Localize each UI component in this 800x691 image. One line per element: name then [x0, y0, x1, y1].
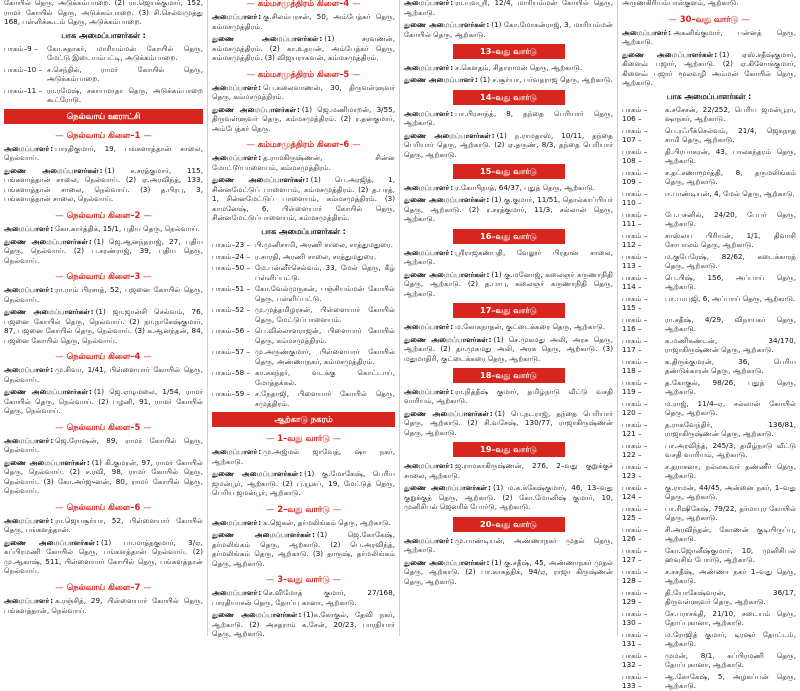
entry-label: அமைப்பாளர் : [4, 285, 55, 294]
column-4 [618, 0, 800, 691]
booth-row [622, 378, 796, 397]
entry-text: கோயில் தெரு, அடுக்கம்பாறை. (2) ரா.ஜெயக்குமார், 152, ராமர் கோயில் தெரு, அடுக்கம்பாறை. (3) சி.செல்வமுத்து 168, பள்ளிக்கூடம் தெரு, அடுக்கம்பாறை. [4, 0, 203, 26]
entry-text: ஜெ.ரோஷன், 89, ராமர் கோயில் தெரு, நெல்வாய். [4, 435, 203, 455]
entry-label: அமைப்பாளர் : [4, 224, 55, 233]
entry-label: துணை அமைப்பாளர்கள் : [212, 469, 304, 478]
booth-number: பாகம் – 127 – [622, 546, 662, 565]
booth-number: பாகம் – 119 – [622, 378, 662, 397]
booth-address: த.கோகுல், 98/26, புதுத் தெரு, ஆற்காடு. [665, 377, 796, 397]
booth-address: சாஸ்லய பிரியன், 1/1, திவாசி சோபாலம் தெரு, ஆற்காடு. [665, 230, 796, 250]
ward-title: 14–வது வார்டு [453, 90, 565, 105]
entry-text: பெ.கலைவாணன், 30, திருவள்ளுவர் தெரு, கம்மசமுத்திரம். [212, 82, 395, 102]
booth-heading: பாக அமைப்பாளர்கள் : [261, 226, 346, 236]
booth-heading: பாக அமைப்பாளர்கள் : [666, 91, 752, 101]
entry [404, 536, 613, 555]
entry [4, 224, 203, 234]
booth-number: பாகம்–11 – [4, 86, 44, 105]
entry [404, 0, 613, 17]
ward-title: 19–வது வார்டு [453, 442, 565, 457]
entry-text: ரா.நித்தீஷ் குமார், தமிழ்நாடு வீட்டு வசதி வாரியம், ஆற்காடு. [404, 386, 613, 406]
booth-number: பாகம் – 118 – [622, 357, 662, 376]
booth-address: ச.செந்தில், ராமர் கோயில் தெரு, அடுக்கம்பாறை. [47, 64, 203, 84]
entry [404, 131, 613, 160]
entry-label: அமைப்பாளர் : [212, 12, 263, 21]
booth-row [622, 567, 796, 586]
entry [404, 63, 613, 73]
booth-number: பாகம் – 112 – [622, 231, 662, 250]
entry [404, 335, 613, 364]
booth-row [622, 525, 796, 544]
booth-address: பா.ரிஷிகேஷ், 79/22, தர்மாபுர கோயில் தெரு, ஆற்காடு. [665, 503, 796, 523]
entry-text: பாரதிகுமார், 19, பங்களாத்தான் சாலை, நெல்வாய். [4, 143, 203, 163]
ward-title: 15–வது வார்டு [453, 164, 565, 179]
entry [4, 538, 203, 576]
booth-number: பாகம்–9 – [4, 44, 44, 63]
booth-row [622, 126, 796, 145]
booth-row [622, 630, 796, 649]
entry-label: துணை அமைப்பாளர்கள் : [212, 610, 303, 619]
entry-text: ஸ்ரீராஜகணபதி, வேலூர் பிரதான சாலை, ஆற்காடு. [404, 247, 613, 267]
entry [404, 270, 613, 299]
booth-row [212, 389, 395, 408]
entry-label: துணை அமைப்பாளர்கள் : [404, 195, 491, 204]
booth-number: பாகம் – 117 – [622, 336, 662, 355]
entry [404, 322, 613, 332]
booth-row [622, 672, 796, 691]
booth-address: சி.அரவிந்தன், கோணன் குடியிருப்பு, ஆற்காடு. [665, 524, 796, 544]
entry-text: (1) ஜா.ஜான்சி செல்வம், 76, பஜனை கோயில் தெரு, நெல்வாய். (2) நா.நாகேஷ்குமார், 87, பஜனை கோயில் தெரு, நெல்வாய். (3) க.ஆனந்தன், 84, பஜனை கோயில் தெரு, நெல்வாய். [4, 307, 203, 345]
entry-text: (1)க.கோகுல், தேவி நகர், ஆற்காடு. (2) அசதராம் க.சேன், 20/23, பாரதியார் தெரு, ஆற்காடு. [212, 610, 395, 639]
booth-number: பாகம் – 129 – [622, 588, 662, 607]
entry-label: துணை அமைப்பாளர்கள் : [622, 50, 719, 59]
entry-label: அமைப்பாளர் : [404, 461, 455, 470]
booth-number: பாகம்–52 – [212, 305, 252, 324]
entry-label: துணை அமைப்பாளர்கள் : [4, 166, 105, 175]
entry [212, 518, 395, 528]
entry-text: மு.பாண்டியன், அண்ணாநகர் முதல் தெரு, ஆற்காடு. [404, 535, 613, 555]
entry-text: (1) ஜெ.ஏழுமலை, 1/54, ராமர் கோயில் தெரு, நெல்வாய். (2) பழனி, 91, ராமர் கோயில் தெரு, நெல்வாய். [4, 387, 203, 416]
entry-label: அமைப்பாளர் : [622, 28, 673, 37]
booth-row [622, 462, 796, 481]
entry [212, 469, 395, 498]
entry-text: (1) சரவணன், கம்மசமுத்திரம். (2) கா.உதயன், அம்பேத்கர் தெரு, கம்மசமுத்திரம். (3) விஜயராகவன், கம்மசமுத்திரம். [212, 34, 395, 63]
entry [404, 109, 613, 128]
booth-address: தி.பிரபாகரன், 43, பாலகந்தரம் தெரு, ஆற்காடு. [665, 146, 796, 166]
booth-row [622, 504, 796, 523]
entry-label: துணை அமைப்பாளர்கள் : [212, 530, 317, 539]
entry-label: அமைப்பாளர் : [212, 447, 263, 456]
entry [404, 483, 613, 512]
booth-row [212, 263, 395, 282]
entry-text: (1) கு.மனோஜ், கலைஞர் கருணாநிதி தெரு, ஆற்காடு. (2) த.பாபு, கலைஞர் கருணாநிதி தெரு, ஆற்காடு. [404, 269, 613, 298]
entry-label: துணை அமைப்பாளர்கள் : [404, 335, 494, 344]
entry-text: (1) ஜெ.மணிமாறன், 3/55, திருவள்ளுவர் தெரு, கம்மசமுத்திரம். (2) ர.தனகுமார், அம்பேத்கர் தெரு. [212, 104, 395, 133]
booth-row [212, 305, 395, 324]
booth-row [622, 651, 796, 670]
booth-number: பாகம் – 121 – [622, 420, 662, 439]
booth-address: பே.பசனில், 24/20, பேபர் தெரு, ஆற்காடு. [665, 209, 796, 229]
entry [212, 610, 395, 639]
booth-address: ரா.சதீஷ், 4/29, விநாயகர் தெரு, ஆற்காடு. [665, 314, 796, 334]
ward-title: 17–வது வார்டு [453, 303, 565, 318]
entry [404, 461, 613, 480]
booth-row [622, 441, 796, 460]
booth-row [622, 315, 796, 334]
branch-title: — கம்மசமுத்திரம் கிளை–6 — [212, 139, 395, 150]
entry [4, 166, 203, 204]
entry-text: (1) ம.க.க்கேஷ்குமார், 46, 13–வது குறுக்குத் தெரு, ஆற்காடு. (2) கோ.மோனிஷ் குமார், 10, முனிசிபல் ஜெனரிக் போர்டு, ஆற்காடு. [404, 483, 613, 512]
entry-text: (1) பா.மாத்தகுமார், 3/ஏ, கப்பிரமணி கோயில் தெரு, பங்களத்தான் நெல்வாய். (2) மு.ஆகாஷ், 511, பிள்ளையார் கோயில் தெரு, பங்களத்தான் நெல்வாய். [4, 537, 203, 576]
entry-label: அமைப்பாளர் : [212, 83, 263, 92]
entry-label: துணை அமைப்பாளர்கள் : [4, 538, 101, 547]
entry-text: கு.சிலம்பரசன், 50, அம்பேத்கர் தெரு, கம்மசமுத்திரம். [212, 12, 395, 31]
booth-row [4, 86, 203, 105]
booth-address: பெ.பிஷ், 156, அப்பாய் தெரு, ஆற்காடு. [665, 272, 796, 292]
booth-number: பாகம்–58 – [212, 368, 252, 387]
entry-label: அமைப்பாளர் : [404, 0, 455, 7]
entry [4, 458, 203, 496]
entry [404, 20, 613, 39]
booth-number: பாகம் – 124 – [622, 483, 662, 502]
entry-text: (1) ச.சூர்யா, பர்வதராஜ தெரு, ஆற்காடு. [479, 75, 613, 85]
booth-address: கோ.ஜோனீஷ்குமார், 10, முனிசிபல் ஹவுசிங் போர்டு, ஆற்காடு. [665, 545, 796, 565]
ward-title: — 3–வது வார்டு — [212, 574, 395, 585]
entry-label: அமைப்பாளர் : [4, 596, 55, 605]
booth-number: பாகம்–10 – [4, 65, 44, 84]
entry-label: துணை அமைப்பாளர்கள் : [212, 175, 311, 184]
booth-address: மு.முத்தமிழரசன், பிள்ளையார் கோயில் தெரு, மேட்டுப்பாளையம். [255, 305, 395, 324]
booth-address: க.சசேசன், 22/252, பெரிய ஜமன்பூரா, ஷாநகர், ஆற்காடு. [665, 104, 796, 124]
branch-title: — நெல்வாய் கிளை–2 — [4, 210, 203, 221]
booth-number: பாகம் – 113 – [622, 252, 662, 271]
entry-text: மு.அஜ்மல் ஜாவேத், ஷா நகர், ஆற்காடு. [212, 447, 395, 466]
entry-label: துணை அமைப்பாளர்கள் : [404, 131, 497, 140]
booth-address: பெ.ரஃபீக்செல்வம், 21/4, ஜெகநாத சாமி தெரு, ஆற்காடு. [665, 125, 796, 145]
entry-text: ரா.ஜெயசூர்யா, 52, பிள்ளையார் கோயில் தெரு, பங்களத்தான். [4, 515, 203, 535]
booth-address: ஆ.கோகேஷ், 5, அழகப்பன் தெரு, ஆற்காடு. [665, 671, 796, 691]
entry [4, 307, 203, 345]
entry-label: அமைப்பாளர் : [404, 387, 455, 396]
booth-number: பாகம்–24 – [212, 252, 252, 262]
booth-row [622, 168, 796, 187]
booth-address: ஈ.பாண்டியன், 4, மேல் தெரு, ஆற்காடு. [665, 188, 795, 198]
booth-number: பாகம்–23 – [212, 240, 252, 250]
entry-text: (1) கு.மோகேஷ், பெரிய ஜமன்பூர், ஆற்காடு. (2) பு.யூசுப், 19, மேட்டுத் தெரு, பெரிய ஜமன்பூர், ஆற்காடு. [212, 469, 395, 498]
booth-number: பாகம்–50 – [212, 263, 252, 282]
booth-number: பாகம் – 128 – [622, 567, 662, 586]
entry-text: ரா.ராம் பிரசாத், 52, பஜனை கோயில் தெரு, நெல்வாய். [4, 285, 203, 304]
branch-title: — கம்மசமுத்திரம் கிளை–5 — [212, 69, 395, 80]
branch-title: — நெல்வாய் கிளை–7 — [4, 582, 203, 593]
booth-number: பாகம் – 133 – [622, 672, 662, 691]
booth-address: ர.சாரதி, அரணி சாலை, சாத்துமதுரை. [255, 251, 377, 261]
entry-text: (1) ந.ராமதாஸ், 10/11, தந்தை பெரியார் தெரு, ஆற்காடு. (2) ஏ.தருண், 8/3, தந்தை பெரியார் தெரு, ஆற்காடு. [404, 130, 613, 159]
booth-number: பாகம் – 114 – [622, 273, 662, 292]
booth-row [622, 105, 796, 124]
entry [212, 105, 395, 134]
booth-row [212, 252, 395, 262]
booth-row [622, 294, 796, 313]
branch-title: — நெல்வாய் கிளை–6 — [4, 502, 203, 513]
booth-address: பி.முனிசாமி, அரணி சாலை, சாத்துமதுரை. [255, 240, 394, 250]
entry-text: செ.விமோத் குமார், 27/168, பாரதியாசன் தெரு, தோப்பு கானா, ஆற்காடு. [212, 588, 395, 607]
booth-number: பாகம் – 115 – [622, 294, 662, 313]
booth-number: பாகம் – 120 – [622, 399, 662, 418]
entry-label: துணை அமைப்பாளர்கள் : [404, 558, 491, 567]
booth-number: பாகம் – 116 – [622, 315, 662, 334]
booth-row [212, 347, 395, 366]
booth-row [622, 546, 796, 565]
booth-address: முமன், 8/1, சுப்பிரமணி தெரு, தோப்புகானா, ஆற்காடு. [665, 650, 796, 670]
ward-title: — 30–வது வார்டு — [622, 14, 796, 25]
entry-label: அமைப்பாளர் : [212, 518, 263, 527]
section-band: நெல்வாய் ஊராட்சி [4, 109, 203, 124]
booth-address: ச.சசதீஷ், அண்ணா நகர் 1–வது தெரு, ஆற்காடு. [665, 566, 796, 586]
entry-text: ரா.யுவஸ்ரீ, 12/4, மாரியம்மன் கோயில் தெரு, ஆற்காடு. [404, 0, 613, 17]
branch-title: — நெல்வாய் கிளை–5 — [4, 422, 203, 433]
entry [404, 409, 613, 438]
entry-label: அமைப்பாளர் : [4, 144, 55, 153]
booth-address: ச.நேதாஜி, பிளையார் கோயில் தெரு, சமுத்திரம். [255, 389, 395, 408]
booth-number: பாகம் – 111 – [622, 210, 662, 229]
booth-row [622, 252, 796, 271]
branch-title: — கம்மசமுத்திரம் கிளை–4 — [212, 0, 395, 9]
booth-row [4, 65, 203, 84]
entry-text: பா.பிரசாந்த், 8, தந்தை பெரியார் தெரு, ஆற்காடு. [404, 108, 613, 128]
entry [404, 75, 613, 85]
booth-number: பாகம் – 130 – [622, 609, 662, 628]
booth-row [622, 609, 796, 628]
entry [4, 436, 203, 455]
booth-address: சு.மணிகண்டன், 34/170, ராஜாகிருஷ்ணன் தெரு, ஆற்காடு. [665, 335, 796, 355]
entry-text: (1) ச.சரத்குமார், 115, பங்களாத்தான் சாலை, நெல்வாய். (2) ஏ.அரவிந்த், 133, பங்களாத்தான் சாலை, நெல்வாய். (3) த.பிரபு, 3, பங்களாத்தான் சாலை, நெல்வாய். [4, 165, 203, 204]
entry [212, 34, 395, 63]
booth-row [622, 483, 796, 502]
entry-label: அமைப்பாளர் : [404, 183, 455, 192]
booth-row [622, 357, 796, 376]
booth-row [622, 231, 796, 250]
booth-address: ம.ரோஜித் குமார், டிரஷர் தோட்டம், ஆற்காடு. [665, 629, 796, 649]
entry-text: (1) கோ.மோகன்ராஜ், 3, மாரியம்மன் கோயில் தெரு, ஆற்காடு. [404, 20, 613, 39]
booth-number: பாகம் – 122 – [622, 441, 662, 460]
entry-label: துணை அமைப்பாளர்கள் : [4, 458, 92, 467]
entry [4, 285, 203, 304]
entry [212, 447, 395, 466]
booth-address: கோ.சுதாகர், மாரியம்மன் கோயில் தெரு, மேட்டு இடையம்பட்டி, அடுக்கம்பாறை. [47, 43, 203, 63]
booth-number: பாகம் – 110 – [622, 189, 662, 208]
booth-address: மே.பன்னீர்செல்வம், 33, மேல் தெரு, கீழ் பள்ளிப்பட்டு. [255, 263, 395, 282]
booth-row [622, 147, 796, 166]
entry [404, 183, 613, 193]
entry-text: அகனிங்குமார், பன்னத் தெரு, ஆற்காடு. [622, 27, 796, 47]
booth-number: பாகம் – 131 – [622, 630, 662, 649]
booth-number: பாகம் – 106 – [622, 105, 662, 124]
entry-label: துணை அமைப்பாளர்கள் : [4, 387, 94, 396]
booth-address: ரா.ரமேஷ், சகாயமாதா தெரு, அடுக்கம்பாறை கூட்ரோடு. [47, 85, 203, 105]
booth-number: பாகம்–56 – [212, 326, 252, 345]
ward-title: — 1–வது வார்டு — [212, 433, 395, 444]
booth-address: மு.அருண்குமார், பிள்ளையார் கோயில் தெரு, அண்ணாநகர், கம்மசமுத்திரம். [255, 347, 395, 366]
booth-address: ம.ராஜ், 11/4–ஏ, சல்லான் கோயில் தெரு, ஆற்காடு. [665, 398, 796, 418]
entry-text: (1) பெ.நடராஜ், தந்தை பெரியார் தெரு, ஆற்காடு. (2) சி.வசேஷ், 130/77, ராஜாகிருஷ்ணன் தெரு, ஆற்காடு. [404, 408, 613, 437]
booth-number: பாகம் – 109 – [622, 168, 662, 187]
entry-label: அமைப்பாளர் : [212, 588, 263, 597]
booth-row [212, 368, 395, 387]
entry-label: துணை அமைப்பாளர்கள் : [4, 237, 94, 246]
booth-address: தி.யோகேஷ்வரன், 36/17, திருவள்ளுவர் தெரு, ஆற்காடு. [665, 587, 796, 607]
entry-text: (1) கி.குமரன், 97, ராமர் கோயில் தெரு, நெல்வாய். (2) ச.ரவி, 98, ராமர் கோயில் தெரு, நெல்வாய். (3) கோ.அர்ஜுனன், 80, ராமர் கோயில் தெரு, நெல்வாய். [4, 457, 203, 496]
booth-address: சே.பராசக்தி, 21/10, சடையம் தெரு, தோப்புகானா, ஆற்காடு. [665, 608, 796, 628]
booth-number: பாகம்–51 – [212, 284, 252, 303]
entry-label: துணை அமைப்பாளர்கள் : [404, 483, 493, 492]
booth-address: க.திருக்குமரன், 36, பெரிய தண்டுக்காரன் தெரு, ஆற்காடு. [665, 356, 796, 376]
booth-number: பாகம் – 126 – [622, 525, 662, 544]
column-1 [0, 0, 208, 636]
entry [212, 153, 395, 172]
entry [404, 195, 613, 224]
entry [622, 50, 796, 88]
entry-label: அமைப்பாளர் : [404, 109, 455, 118]
booth-number: பாகம் – 125 – [622, 504, 662, 523]
booth-address: கு.ராமன், 44/45, அன்னை நகர், 1–வது தெரு, ஆற்காடு. [665, 482, 796, 502]
branch-title: — நெல்வாய் கிளை–1 — [4, 130, 203, 141]
branch-title: — நெல்வாய் கிளை–4 — [4, 351, 203, 362]
entry-text: (1) பெ.அரஜித், 1, சின்னமேட்டுப் பாளையம், கம்மசமுத்திரம். (2) த.பரத், 1, சின்னமேட்டுப் பாளையம், கம்மசமுத்திரம். (3) காமனேஷ், 6, பிள்ளையார் கோயில் தெரு, சின்னமேட்டுப்பாளையம், கம்மசமுத்திரம். [212, 175, 395, 223]
column-2 [208, 0, 400, 639]
entry [622, 28, 796, 47]
booth-address: ச.தட்சணாமூர்த்தி, 8, தருமலிங்கம் தெரு, ஆற்காடு. [665, 167, 796, 187]
booth-heading: பாக அமைப்பாளர்கள் : [61, 30, 146, 40]
ward-title: 16–வது வார்டு [453, 229, 565, 244]
section-band: ஆற்காடு நகரம் [212, 412, 395, 427]
entry-text: த.ராமகிருஷ்ணன், சின்ன மோட்டூர்பாளையம், கம்மசமுத்திரம். [212, 153, 395, 172]
booth-number: பாகம் – 107 – [622, 126, 662, 145]
entry-label: அமைப்பாளர் : [404, 63, 455, 72]
booth-row [212, 326, 395, 345]
booth-number: பாகம்–57 – [212, 347, 252, 366]
entry-text: கோ.கார்த்திக், 15/1, புதிய தெரு, நெல்வாய். [55, 224, 200, 234]
booth-row [622, 189, 796, 208]
entry-text: (1) கு.குமார், 11/51, தொல்காப்பியர் தெரு, ஆற்காடு. (2) ர.சரத்குமார், 11/3, சல்லான் தெரு, ஆற்காடு. [404, 195, 613, 224]
branch-title: — நெல்வாய் கிளை–3 — [4, 271, 203, 282]
entry-text: மு.சிவா, 1/41, பிள்ளையார் கோயில் தெரு, நெல்வாய். [4, 365, 203, 384]
booth-row [622, 420, 796, 439]
entry [4, 144, 203, 163]
entry [212, 530, 395, 568]
entry [212, 83, 395, 102]
booth-address: த.ராகவேந்திர், 136/81, ராஜாகிருஷ்ணன் தெரு, ஆற்காடு. [665, 419, 796, 439]
booth-address: பா.அரவிந்த், 245/3, தமிழ்நாடு வீட்டு வசதி வாரியம், ஆற்காடு. [665, 440, 796, 460]
entry-text: ச.கெளதம், சிதாராமன் தெரு, ஆற்காடு. [455, 62, 583, 72]
entry [4, 237, 203, 266]
entry-text: (1) ஜெ.கோகேஷ், தர்மலிங்கம் தெரு, ஆற்காடு. (2) பெ.அரவிந்த், தர்மலிங்கம் தெரு, ஆற்காடு. (3) தாருஷ், தர்மலிங்கம் தெரு, ஆற்காடு. [212, 530, 395, 568]
entry [4, 365, 203, 384]
booth-number: பாகம் – 132 – [622, 651, 662, 670]
booth-number: பாகம் – 123 – [622, 462, 662, 481]
entry-label: துணை அமைப்பாளர்கள் : [4, 307, 96, 316]
booth-address: ம.குபேரேஷ், 82/62, கடைக்காரத் தெரு, ஆற்காடு. [665, 251, 796, 271]
entry-text: க.ஜெகன், தர்மலிங்கம் தெரு, ஆற்காடு. [263, 517, 391, 527]
entry-label: துணை அமைப்பாளர்கள் : [404, 20, 491, 29]
entry-text: (1) செ.முகமது அலி, அரசு தெரு, ஆற்காடு. (2) தா.முகமது அலி, அரசு தெரு, ஆற்காடு. (3) மதுமாதிரி, குட்டைக்கரை தெரு, ஆற்காடு. [404, 334, 613, 363]
entry-label: துணை அமைப்பாளர்கள் : [212, 34, 324, 43]
booth-row [212, 240, 395, 250]
entry-label: அமைப்பாளர் : [404, 322, 455, 331]
ward-title: — 2–வது வார்டு — [212, 504, 395, 515]
entry-label: அமைப்பாளர் : [4, 365, 55, 374]
column-3 [400, 0, 618, 636]
entry [404, 387, 613, 406]
entry-label: துணை அமைப்பாளர்கள் : [404, 270, 491, 279]
entry-text: (1) கு.சதீஷ், 45, அண்ணாநகர் முதல் தெரு, ஆற்காடு. (2) பா.காசுத்திக், 94/ஏ, ராஜா கிருஷ்ணன் தெரு, ஆற்காடு. [404, 557, 613, 586]
entry-text: ஜ.ராமகாகிருஷ்ணன், 276, 2–வது குறுக்குச் சாலை, ஆற்காடு. [404, 461, 613, 480]
booth-address: ச.தராசனா, நல்லகூவர் தண்ணீர் தெரு, ஆற்காடு. [665, 461, 796, 481]
booth-number: பாகம் – 108 – [622, 147, 662, 166]
booth-row [622, 210, 796, 229]
entry-label: துணை அமைப்பாளர்கள் : [404, 409, 495, 418]
ward-title: 13–வது வார்டு [453, 44, 565, 59]
entry [212, 588, 395, 607]
entry [4, 387, 203, 416]
booth-address: கா.சுகந்தர், வடக்கு கொட்டாய், மோத்தக்கல். [255, 368, 395, 387]
booth-number: பாகம்–59 – [212, 389, 252, 408]
entry-text: ம.கோகநாதன், குட்டைக்கரை தெரு, ஆற்காடு. [455, 322, 605, 332]
entry [404, 558, 613, 587]
entry-label: அமைப்பாளர் : [404, 248, 455, 257]
entry-label: அமைப்பாளர் : [4, 436, 55, 445]
entry-label: அமைப்பாளர் : [212, 153, 263, 162]
entry-label: அமைப்பாளர் : [4, 516, 55, 525]
entry-text: அருணகிரியம்பாள்குளம், ஆற்காடு. [622, 0, 739, 7]
booth-row [622, 588, 796, 607]
booth-row [622, 273, 796, 292]
entry-label: துணை அமைப்பாளர்கள் : [212, 105, 302, 114]
entry-label: அமைப்பாளர் : [404, 536, 455, 545]
entry-text: (1) ஜெ.ஆனந்தராஜ், 27, புதிய தெரு, நெல்வாய். (2) ப.சரண்ராஜ், 39, புதிய தெரு, நெல்வாய். [4, 236, 203, 265]
booth-address: கோ.வேல்முருகன், பஞ்சியம்மன் கோயில் தெரு, பள்ளிப்பட்டு. [255, 284, 395, 303]
entry-text: ர.கோபிநாத், 64/37, புதுத் தெரு, ஆற்காடு. [455, 182, 596, 192]
entry [4, 516, 203, 535]
booth-address: பா.பாபுஜி, 6, அப்பாய் தெரு, ஆற்காடு. [665, 293, 796, 303]
booth-address: பெ.வில்லாளராஜன், பிளையார் கோயில் தெரு, கம்மசமுத்திரம். [255, 326, 395, 345]
entry [212, 175, 395, 223]
booth-row [622, 399, 796, 418]
entry [404, 248, 613, 267]
entry-text: க.ரஞ்சித், 29, பிள்ளையார் கோயில் தெரு, பங்களத்தான், நெல்வாய். [4, 596, 203, 615]
ward-title: 18–வது வார்டு [453, 368, 565, 383]
booth-row [4, 44, 203, 63]
booth-row [622, 336, 796, 355]
entry [4, 596, 203, 615]
entry [212, 12, 395, 31]
ward-title: 20–வது வார்டு [453, 517, 565, 532]
entry-text: (1) ஏஸ்.சதீஷ்குமார், கிளைவ் பஜார், ஆற்காடு. (2) ஏ.கிளோக்குமார், கிளைவ் பஜார் மூலவழி அம்மன் கோயில் தெரு, ஆற்காடு. [622, 49, 796, 88]
booth-row [212, 284, 395, 303]
entry-label: துணை அமைப்பாளர் : [404, 75, 480, 84]
